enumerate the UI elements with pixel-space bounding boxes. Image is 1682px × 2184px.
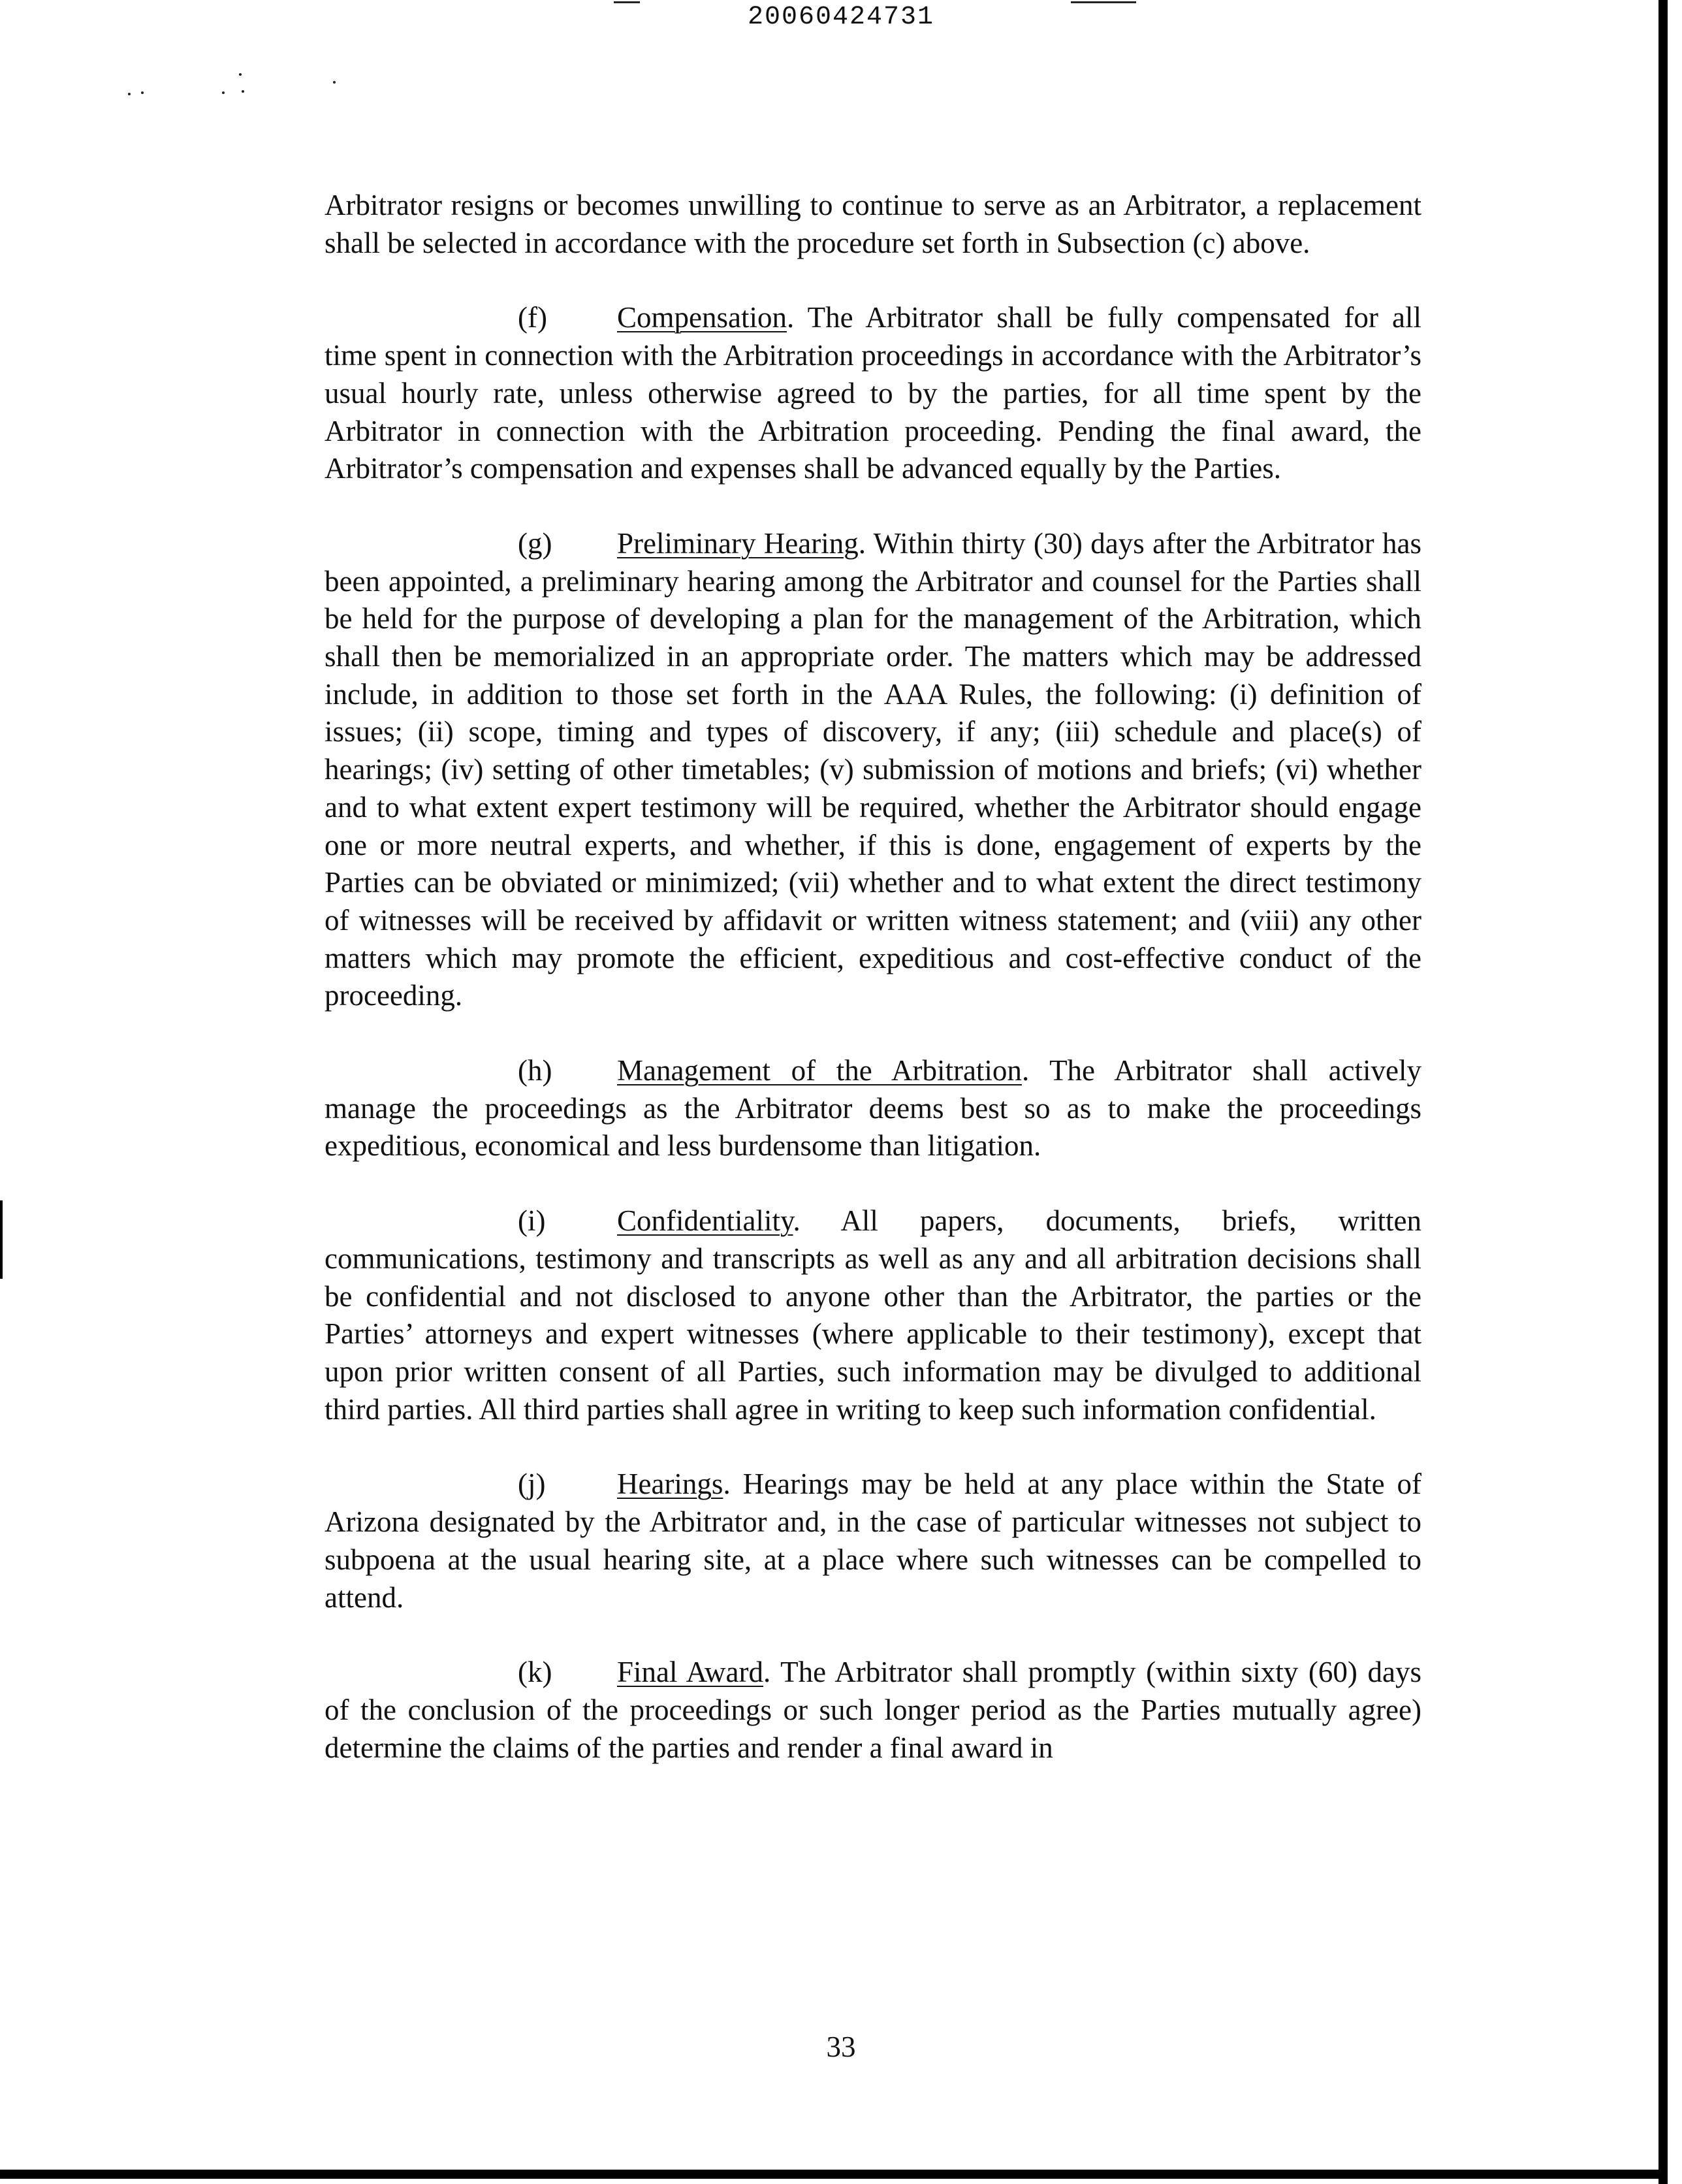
paragraph-compensation <box>325 299 1421 488</box>
scan-speck <box>239 73 242 76</box>
scan-speck <box>128 93 131 95</box>
scan-speck <box>222 91 225 94</box>
section-heading: Final Award <box>617 1656 763 1689</box>
scan-artifact-line <box>1071 1 1136 3</box>
scan-artifact-line <box>614 1 640 3</box>
paragraph-hearings <box>325 1466 1421 1616</box>
paragraph-confidentiality <box>325 1202 1421 1428</box>
section-label: (i) <box>518 1204 546 1238</box>
section-heading: Preliminary Hearing <box>617 526 859 560</box>
paragraph-text: . Within thirty (30) days after the Arbitrator has been appointed, a preliminary hearing among the Arbitrator and counsel for the Parties shall be held for the purpose of developing a plan for the management of the Arbitration, which shall then be memorialized in an appropriate order. The matters which may be addressed include, in addition to those set forth in the AAA Rules, the following: (i) definition of issues; (ii) scope, timing and types of discovery, if any; (iii) schedule and place(s) of hearings; (iv) setting of other timetables; (v) submission of motions and briefs; (vi) whether and to what extent expert testimony will be required, whether the Arbitrator should engage one or more neutral experts, and whether, if this is done, engagement of experts by the Parties can be obviated or minimized; (vii) whether and to what extent the direct testimony of witnesses will be received by affidavit or written witness statement; and (viii) any other matters which may promote the efficient, expeditious and cost-effective conduct of the proceeding. <box>325 526 1421 1012</box>
paragraph-text: . The Arbitrator shall be fully compensated for all time spent in connection with the Arbitration proceedings in accordance with the Arbitrator’s usual hourly rate, unless otherwise agreed to by the parties, for all time spent by the Arbitrator in connection with the Arbitration proceeding. Pending the final award, the Arbitrator’s compensation and expenses shall be advanced equally by the Parties. <box>325 301 1421 485</box>
document-body <box>325 187 1421 1804</box>
section-heading: Hearings <box>617 1468 723 1501</box>
section-label: (j) <box>518 1468 546 1501</box>
paragraph-text: Arbitrator resigns or becomes unwilling to continue to serve as an Arbitrator, a replacement shall be selected in accordance with the procedure set forth in Subsection (c) above. <box>325 189 1421 259</box>
scan-speck <box>242 90 244 93</box>
paragraph-preliminary-hearing <box>325 525 1421 1015</box>
paragraph-text: . The Arbitrator shall promptly (within sixty (60) days of the conclusion of the proceedings or such longer period as the Parties mutually agree) determine the claims of the parties and render a final award in <box>325 1656 1421 1764</box>
section-label: (f) <box>518 301 547 334</box>
page-number: 33 <box>826 2031 856 2063</box>
paragraph-management <box>325 1052 1421 1165</box>
page-edge-bottom <box>0 2170 1668 2179</box>
paragraph-text: . Hearings may be held at any place within the State of Arizona designated by the Arbitrator and, in the case of particular witnesses not subject to subpoena at the usual hearing site, at a place where such witnesses can be compelled to attend. <box>325 1468 1421 1614</box>
scan-speck <box>333 81 336 84</box>
section-heading: Compensation <box>617 301 787 334</box>
paragraph-continuation <box>325 187 1421 262</box>
section-label: (k) <box>518 1656 552 1689</box>
paragraph-final-award <box>325 1654 1421 1767</box>
paragraph-text: . The Arbitrator shall actively manage the proceedings as the Arbitrator deems best so as to make the proceedings expeditious, economical and less burdensome than litigation. <box>325 1054 1421 1163</box>
scan-speck <box>141 91 144 94</box>
section-heading: Confidentiality <box>617 1204 793 1238</box>
section-label: (g) <box>518 526 552 560</box>
section-label: (h) <box>518 1054 552 1087</box>
page-edge-right <box>1658 0 1668 2184</box>
margin-mark <box>0 1200 3 1279</box>
document-id: 20060424731 <box>747 3 935 32</box>
paragraph-text: . All papers, documents, briefs, written communications, testimony and transcripts as well as any and all arbitration decisions shall be confidential and not disclosed to anyone other than the Arbitrator, the parties or the Parties’ attorneys and expert witnesses (where applicable to their testimony), except that upon prior written consent of all Parties, such information may be divulged to additional third parties. All third parties shall agree in writing to keep such information confidential. <box>325 1204 1421 1426</box>
section-heading: Management of the Arbitration <box>617 1054 1022 1087</box>
